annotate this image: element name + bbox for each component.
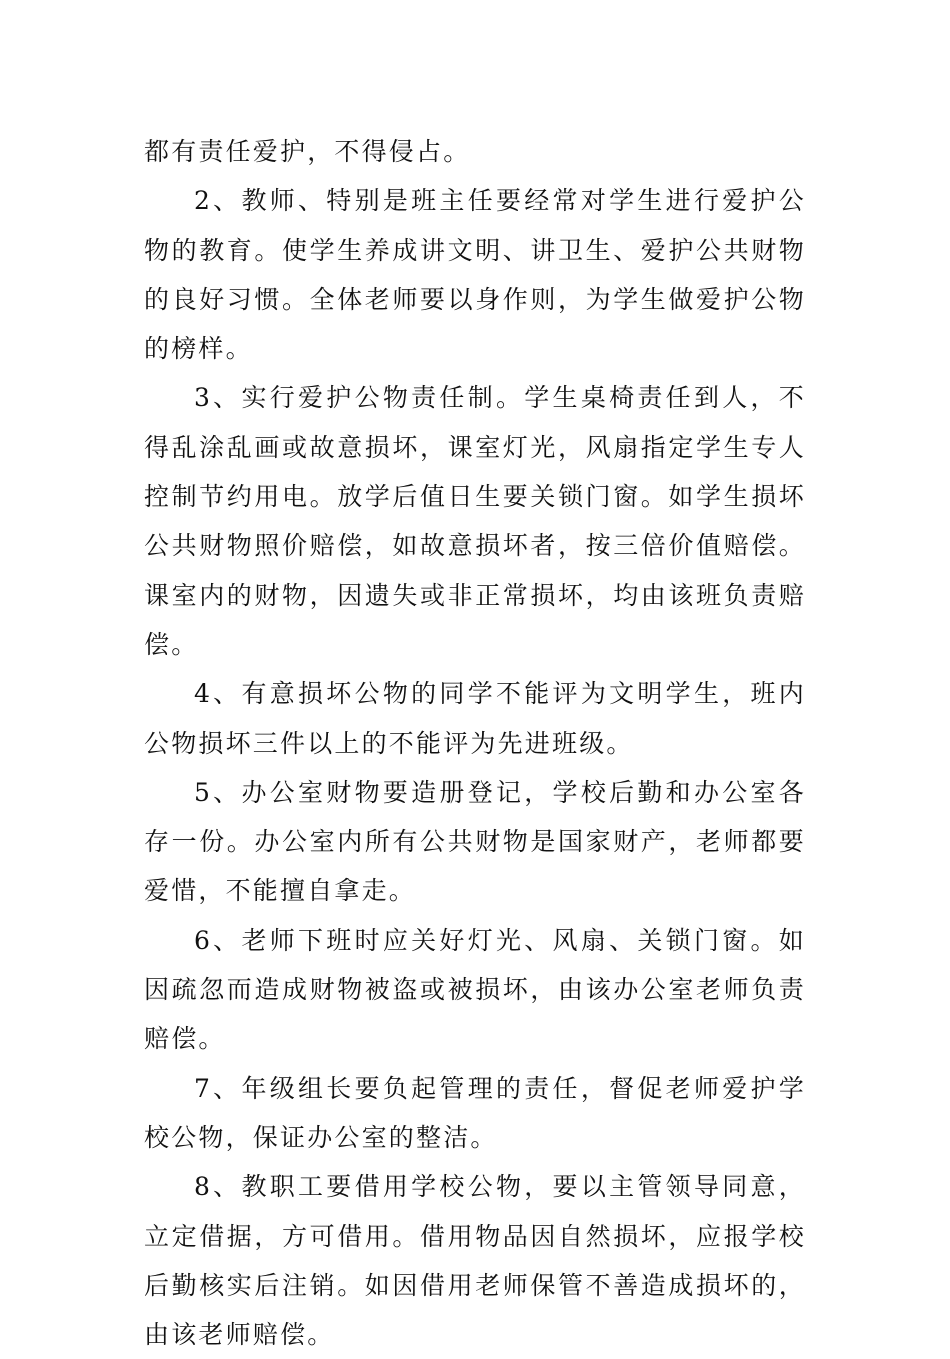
- paragraph-item-2: 2、教师、特别是班主任要经常对学生进行爱护公物的教育。使学生养成讲文明、讲卫生、爱护公共财物的良好习惯。全体老师要以身作则，为学生做爱护公物的榜样。: [144, 186, 806, 364]
- paragraph-item-7: 7、年级组长要负起管理的责任，督促老师爱护学校公物，保证办公室的整洁。: [144, 1073, 806, 1152]
- paragraph-continuation: 都有责任爱护，不得侵占。: [144, 137, 471, 166]
- paragraph-item-8: 8、教职工要借用学校公物，要以主管领导同意，立定借据，方可借用。借用物品因自然损坏，应报学校后勤核实后注销。如因借用老师保管不善造成损坏的，由该老师赔偿。: [144, 1172, 806, 1350]
- document-body: [144, 127, 806, 1359]
- paragraph-item-4: 4、有意损坏公物的同学不能评为文明学生，班内公物损坏三件以上的不能评为先进班级。: [144, 679, 806, 758]
- paragraph-item-5: 5、办公室财物要造册登记，学校后勤和办公室各存一份。办公室内所有公共财物是国家财产，老师都要爱惜，不能擅自拿走。: [144, 777, 806, 906]
- paragraph-item-3: 3、实行爱护公物责任制。学生桌椅责任到人，不得乱涂乱画或故意损坏，课室灯光，风扇指定学生专人控制节约用电。放学后值日生要关锁门窗。如学生损坏公共财物照价赔偿，如故意损坏者，按三倍价值赔偿。课室内的财物，因遗失或非正常损坏，均由该班负责赔偿。: [144, 383, 806, 659]
- paragraph-item-6: 6、老师下班时应关好灯光、风扇、关锁门窗。如因疏忽而造成财物被盗或被损坏，由该办公室老师负责赔偿。: [144, 925, 806, 1054]
